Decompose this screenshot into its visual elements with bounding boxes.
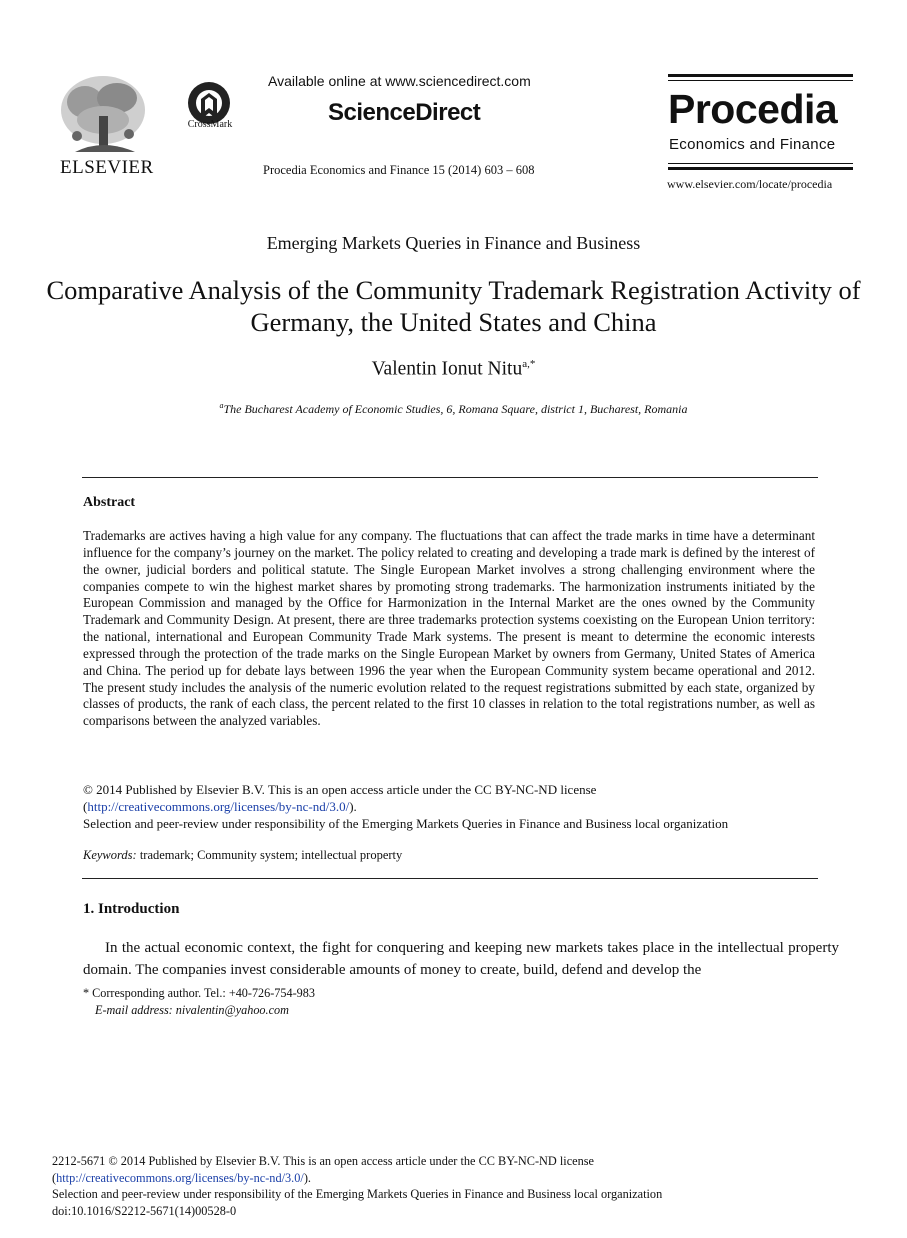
conference-name: Emerging Markets Queries in Finance and Business <box>266 233 641 253</box>
journal-url-link[interactable]: www.elsevier.com/locate/procedia <box>667 177 833 191</box>
abstract-text: Trademarks are actives having a high value for any company. The fluctuations that can affect the trade marks in time have a determinant influence for the company’s journey on the market. The policy related to creating and developing a trade mark is defined by the interest of the owner, judicial borders and political statute. The Single European Market involves a strong challenging environment where the companies compete to win the highest market shares by promoting strong trademarks. The harmonization instruments initiated by the European Commission and managed by the Office for Harmonization in the Internal Market are the ones owned by the Community Trademark and Community Design. At present, there are three trademarks protection systems coexisting on the European Union territory: the national, international and European Community Trade Mark systems. The present is meant to determine the economic interests expressed through the protection of the trade marks on the Single European Market by owners from Germany, United States of America and China. The period up for debate lays between 1996 the year when the European Community system became operational and 2012. The present study includes the analysis of the numeric evolution related to the request registrations submitted by each state, organized by classes of products, the rank of each class, the percent related to the first 10 classes in relation to the total registrations number, as well as comparisons between the analyzed variables. <box>83 528 815 729</box>
author-email: E-mail address: nivalentin@yahoo.com <box>95 1002 289 1017</box>
corresponding-author: * Corresponding author. Tel.: +40-726-754-983 <box>83 986 315 1000</box>
divider-bottom <box>82 878 818 879</box>
procedia-top-rule-thin <box>668 80 853 81</box>
footer-peer-review: Selection and peer-review under responsibility of the Emerging Markets Queries in Finance and Business local organization <box>52 1187 663 1202</box>
procedia-top-rule <box>668 74 853 77</box>
page-footer <box>52 1153 662 1219</box>
license-link-line: (http://creativecommons.org/licenses/by-nc-nd/3.0/). <box>83 799 357 814</box>
available-online-text: Available online at www.sciencedirect.com <box>268 73 531 89</box>
peer-review-line: Selection and peer-review under responsibility of the Emerging Markets Queries in Finance and Business local organization <box>83 816 729 831</box>
sciencedirect-logo: ScienceDirect <box>328 99 481 126</box>
crossmark-label: CrossMark <box>187 119 233 130</box>
journal-citation: Procedia Economics and Finance 15 (2014) 603 – 608 <box>263 163 535 177</box>
section-heading-introduction: 1. Introduction <box>83 901 180 917</box>
keywords-label: Keywords: <box>83 848 137 862</box>
footer-issn-license: 2212-5671 © 2014 Published by Elsevier B.V. This is an open access article under the CC BY-NC-ND license <box>52 1154 595 1168</box>
affiliation: The Bucharest Academy of Economic Studies, 6, Romana Square, district 1, Bucharest, Romania <box>223 402 688 416</box>
footnote <box>83 985 315 1018</box>
author-line <box>0 358 907 381</box>
license-block <box>83 781 818 832</box>
footer-license-link[interactable]: http://creativecommons.org/licenses/by-nc-nd/3.0/ <box>56 1170 304 1185</box>
procedia-bottom-rule-thin <box>668 163 853 164</box>
keywords-text: trademark; Community system; intellectual property <box>136 848 403 862</box>
procedia-logo: Procedia <box>668 86 838 132</box>
elsevier-wordmark: ELSEVIER <box>60 157 154 178</box>
keywords-line <box>83 848 402 863</box>
footer-link-line: (http://creativecommons.org/licenses/by-nc-nd/3.0/). <box>52 1170 311 1185</box>
divider-top <box>82 477 818 478</box>
introduction-text: In the actual economic context, the fight for conquering and keeping new markets takes place in the intellectual property domain. The companies invest considerable amounts of money to create, build, defend and develop the <box>83 940 839 978</box>
author-name: Valentin Ionut Nitu <box>371 358 523 380</box>
article-title: Comparative Analysis of the Community Trademark Registration Activity of Germany, the United States and China <box>46 275 861 337</box>
affiliation-line <box>0 401 907 417</box>
procedia-bottom-rule <box>668 167 853 170</box>
license-link[interactable]: http://creativecommons.org/licenses/by-nc-nd/3.0/ <box>87 799 350 814</box>
author-marks: a,* <box>522 358 536 370</box>
abstract-heading: Abstract <box>83 495 136 510</box>
procedia-subtitle: Economics and Finance <box>669 136 836 153</box>
license-line: © 2014 Published by Elsevier B.V. This is an open access article under the CC BY-NC-ND license <box>83 782 597 797</box>
affiliation-mark: a <box>219 401 224 410</box>
footer-doi[interactable]: doi:10.1016/S2212-5671(14)00528-0 <box>52 1203 237 1218</box>
